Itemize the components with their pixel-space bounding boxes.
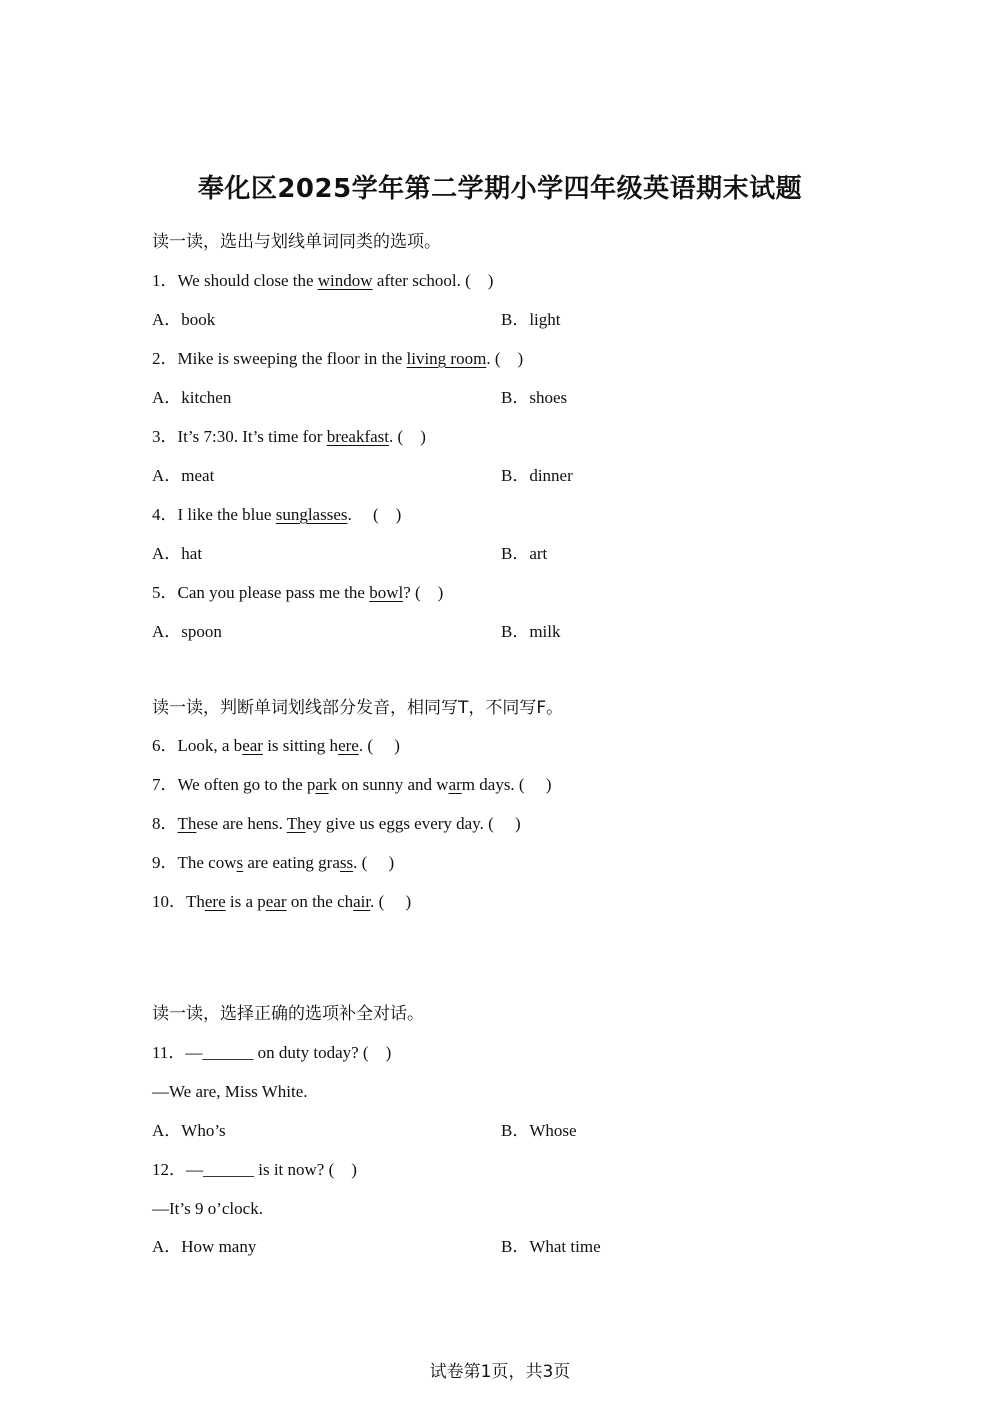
underlined-word: sunglasses	[275, 505, 348, 524]
question-text: Th	[186, 892, 205, 911]
question-text: Mike is sweeping the floor in the	[177, 349, 407, 368]
option-a: A．How many	[152, 1237, 257, 1256]
question-12	[152, 1159, 357, 1181]
section-3-instruction: 读一读，选择正确的选项补全对话。	[152, 1004, 424, 1024]
question-8	[152, 813, 521, 835]
underlined-word: breakfast	[326, 427, 390, 446]
question-number: 5．	[152, 583, 178, 602]
underlined-letters: ar	[448, 775, 462, 794]
question-number: 3．	[152, 427, 178, 446]
question-text: ese are hens.	[196, 814, 287, 833]
underlined-letters: ear	[265, 892, 287, 911]
page-title: 奉化区2025学年第二学期小学四年级英语期末试题	[197, 174, 803, 204]
underlined-word: bowl	[369, 583, 404, 602]
option-b: B．art	[501, 544, 548, 563]
question-text: Look, a b	[177, 736, 243, 755]
question-text: —______ on duty today? ( )	[185, 1043, 392, 1062]
question-4	[152, 504, 401, 526]
option-b: B．shoes	[501, 388, 568, 407]
question-number: 1．	[152, 271, 178, 290]
question-6	[152, 735, 400, 757]
question-text: Can you please pass me the	[177, 583, 370, 602]
question-5	[152, 582, 443, 604]
option-a: A．book	[152, 310, 216, 329]
question-number: 2．	[152, 349, 178, 368]
answer-blank: . ( )	[370, 892, 412, 911]
question-text: It’s 7:30. It’s time for	[177, 427, 327, 446]
underlined-letters: s	[236, 853, 244, 872]
answer-blank: m days. ( )	[461, 775, 552, 794]
question-number: 10．	[152, 892, 186, 911]
question-text: The cow	[177, 853, 237, 872]
question-text: is a p	[225, 892, 266, 911]
section-1-instruction: 读一读，选出与划线单词同类的选项。	[152, 232, 441, 252]
underlined-letters: ere	[338, 736, 359, 755]
question-number: 7．	[152, 775, 178, 794]
question-number: 8．	[152, 814, 178, 833]
question-7	[152, 774, 552, 796]
question-number: 6．	[152, 736, 178, 755]
question-number: 11．	[152, 1043, 186, 1062]
question-number: 4．	[152, 505, 178, 524]
question-2	[152, 348, 523, 370]
option-b: B．Whose	[501, 1121, 577, 1140]
option-a: A．meat	[152, 466, 215, 485]
question-10	[152, 891, 411, 913]
answer-blank: . ( )	[347, 505, 402, 524]
question-1	[152, 270, 493, 292]
section-2-instruction: 读一读，判断单词划线部分发音，相同写T，不同写F。	[152, 698, 564, 718]
question-3	[152, 426, 426, 448]
question-text: We often go to the p	[177, 775, 316, 794]
question-text: —______ is it now? ( )	[186, 1160, 357, 1179]
underlined-word: living room	[406, 349, 487, 368]
underlined-letters: ere	[204, 892, 226, 911]
question-text: I like the blue	[177, 505, 276, 524]
question-text: on the ch	[286, 892, 354, 911]
answer-blank: . ( )	[486, 349, 524, 368]
question-text: We should close the	[177, 271, 318, 290]
answer-blank: after school. ( )	[372, 271, 494, 290]
underlined-letters: ss	[339, 853, 354, 872]
answer-blank: ey give us eggs every day. ( )	[305, 814, 521, 833]
question-11	[152, 1042, 391, 1064]
option-a: A．kitchen	[152, 388, 232, 407]
dialogue-answer: —We are, Miss White.	[152, 1082, 308, 1101]
option-b: B．dinner	[501, 466, 573, 485]
option-b: B．light	[501, 310, 561, 329]
underlined-letters: air	[353, 892, 371, 911]
underlined-letters: ear	[242, 736, 263, 755]
question-number: 12．	[152, 1160, 186, 1179]
option-b: B．What time	[501, 1237, 601, 1256]
underlined-letters: Th	[286, 814, 306, 833]
page-footer: 试卷第1页，共3页	[429, 1362, 571, 1382]
question-text: are eating gra	[243, 853, 340, 872]
option-a: A．hat	[152, 544, 203, 563]
dialogue-answer: —It’s 9 o’clock.	[152, 1199, 263, 1218]
underlined-letters: ar	[315, 775, 329, 794]
answer-blank: . ( )	[353, 853, 395, 872]
answer-blank: . ( )	[389, 427, 426, 446]
underlined-letters: Th	[177, 814, 197, 833]
underlined-word: window	[317, 271, 373, 290]
answer-blank: . ( )	[358, 736, 400, 755]
option-b: B．milk	[501, 622, 561, 641]
question-text: is sitting h	[262, 736, 339, 755]
option-a: A．spoon	[152, 622, 222, 641]
option-a: A．Who’s	[152, 1121, 226, 1140]
question-9	[152, 852, 394, 874]
question-number: 9．	[152, 853, 178, 872]
question-text: k on sunny and w	[328, 775, 449, 794]
answer-blank: ? ( )	[403, 583, 444, 602]
